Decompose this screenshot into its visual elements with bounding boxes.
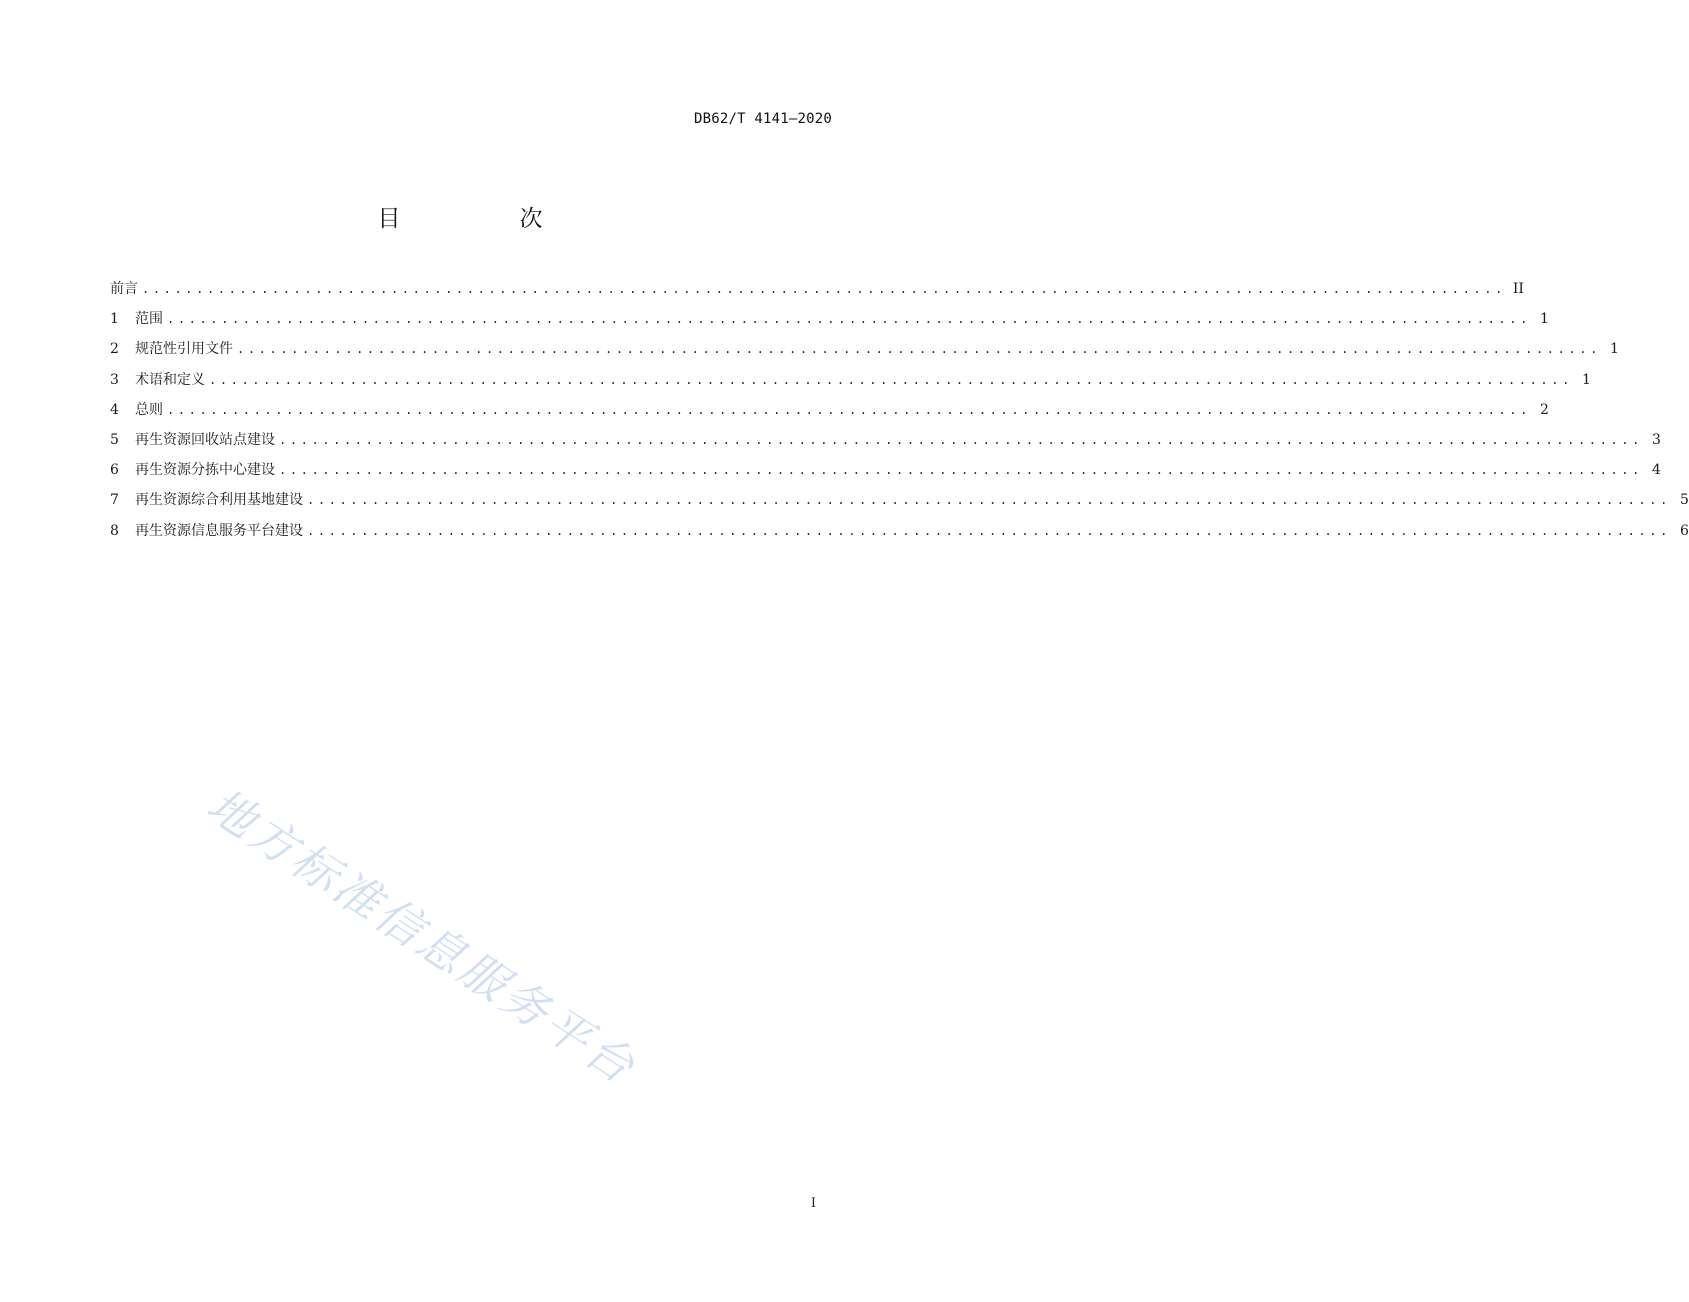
toc-entry-label: 规范性引用文件 (135, 341, 233, 358)
watermark: 地方标准信息服务平台 (197, 777, 647, 1096)
toc-entry-preface[interactable] (110, 277, 1524, 307)
toc-leader-dots: .............................................................................................................................. (209, 372, 1573, 387)
toc-entry-label: 前言 (110, 281, 138, 297)
toc-entry-number: 1 (110, 311, 119, 328)
toc-entry-label: 再生资源信息服务平台建设 (135, 522, 303, 539)
toc-entry-general[interactable] (110, 398, 1549, 428)
toc-entry-page: 1 (1581, 371, 1591, 388)
toc-leader-dots: .............................................................................................................................. (307, 493, 1671, 508)
toc-title: 目 次 (377, 206, 591, 232)
toc-entry-number: 6 (110, 462, 119, 479)
toc-entry-number: 8 (110, 522, 119, 539)
toc-entry-number: 5 (110, 431, 119, 448)
toc-entry-scope[interactable] (110, 307, 1549, 337)
toc-leader-dots: .............................................................................................................................. (167, 312, 1531, 327)
toc-entry-sorting-centers[interactable] (110, 458, 1661, 488)
toc-entry-page: 3 (1651, 431, 1661, 448)
toc-entry-page: 5 (1679, 492, 1689, 509)
toc-entry-page: 6 (1679, 522, 1689, 539)
toc-entry-page: 1 (1609, 341, 1619, 358)
toc-entry-page: 1 (1539, 311, 1549, 328)
toc-entry-label: 总则 (135, 401, 163, 418)
toc-entry-number: 4 (110, 401, 119, 418)
toc-entry-collection-sites[interactable] (110, 428, 1661, 458)
toc-entry-page: 2 (1539, 401, 1549, 418)
toc-entry-page: II (1512, 281, 1524, 297)
toc-entry-number: 3 (110, 371, 119, 388)
toc-entry-label: 术语和定义 (135, 371, 205, 388)
toc-leader-dots: .............................................................................................................................. (142, 282, 1506, 296)
toc-entry-terms-definitions[interactable] (110, 368, 1591, 398)
toc-entry-normative-references[interactable] (110, 337, 1619, 367)
toc-entry-label: 再生资源分拣中心建设 (135, 462, 275, 479)
table-of-contents (110, 277, 1689, 549)
toc-entry-page: 4 (1651, 462, 1661, 479)
toc-entry-label: 范围 (135, 311, 163, 328)
toc-entry-utilization-bases[interactable] (110, 488, 1689, 518)
toc-entry-number: 7 (110, 492, 119, 509)
toc-leader-dots: .............................................................................................................................. (237, 342, 1601, 357)
standard-code: DB62/T 4141—2020 (693, 111, 832, 127)
page-number: I (810, 1196, 816, 1211)
toc-leader-dots: .............................................................................................................................. (167, 402, 1531, 417)
toc-entry-label: 再生资源综合利用基地建设 (135, 492, 303, 509)
toc-entry-number: 2 (110, 341, 119, 358)
toc-leader-dots: .............................................................................................................................. (307, 523, 1671, 538)
toc-entry-label: 再生资源回收站点建设 (135, 431, 275, 448)
toc-entry-info-platform[interactable] (110, 519, 1689, 549)
toc-leader-dots: .............................................................................................................................. (279, 432, 1643, 447)
toc-leader-dots: .............................................................................................................................. (279, 463, 1643, 478)
